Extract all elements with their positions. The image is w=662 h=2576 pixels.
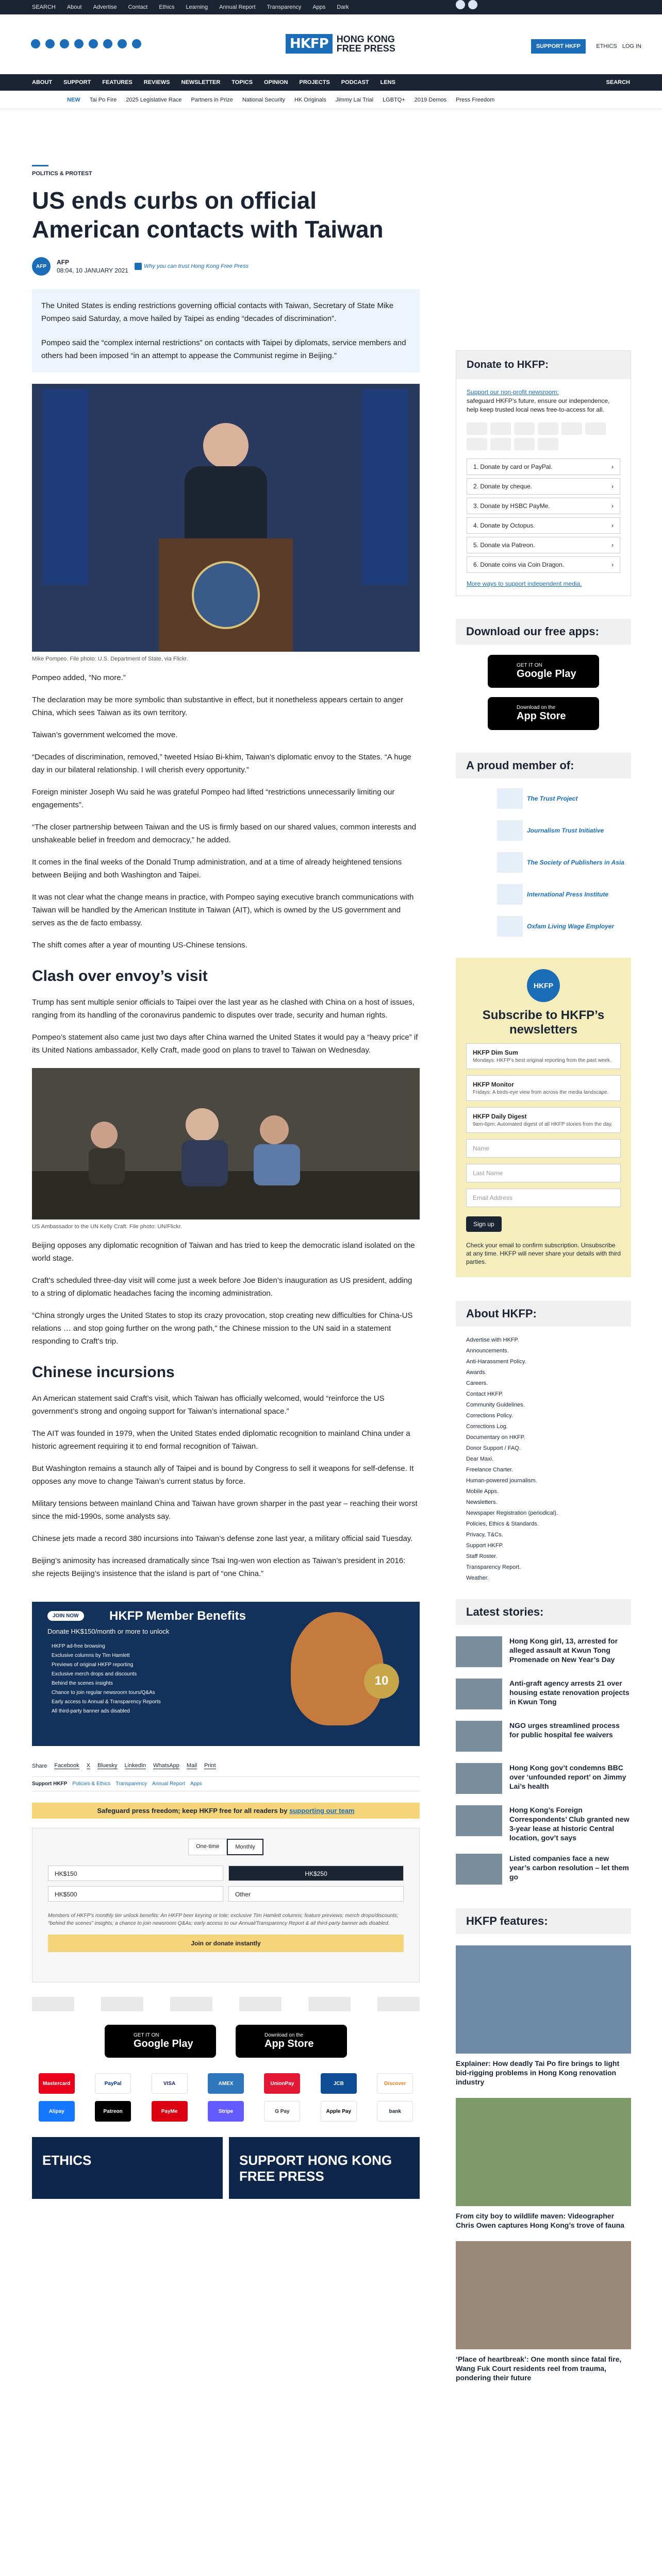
lead-box <box>32 289 420 372</box>
story-item[interactable]: Anti-graft agency arrests 21 over housing estate renovation projects in Kwun Tong <box>456 1679 631 1709</box>
nav-item[interactable]: FEATURES <box>102 79 133 86</box>
social-icons <box>31 39 141 48</box>
chevron-right-icon: › <box>611 541 614 549</box>
trust-link[interactable]: Why you can trust Hong Kong Free Press <box>135 263 249 270</box>
amount-option-selected[interactable]: HK$250 <box>228 1866 404 1881</box>
figure <box>32 384 420 662</box>
card-icon <box>467 422 487 435</box>
nav-item[interactable]: NEWSLETTER <box>181 79 221 86</box>
nav-item[interactable]: LENS <box>380 79 395 86</box>
chevron-right-icon: › <box>611 483 614 490</box>
feature-item[interactable]: ‘Place of heartbreak’: One month since fatal fire, Wang Fuk Court residents reel from trauma, pondering their future <box>456 2241 631 2382</box>
about-link[interactable]: Human-powered journalism. <box>466 1478 537 1484</box>
story-item[interactable]: Listed companies face a new year’s carbon resolution – let them go <box>456 1854 631 1885</box>
gpay-icon: G Pay <box>264 2101 300 2122</box>
paragraph: The shift comes after a year of mounting US-Chinese tensions. <box>32 941 247 950</box>
trending-link[interactable]: Jimmy Lai Trial <box>335 96 374 103</box>
photo-illustration <box>32 384 420 652</box>
share-link[interactable]: WhatsApp <box>153 1762 179 1769</box>
card-icon <box>490 422 511 435</box>
nav-item[interactable]: OPINION <box>264 79 288 86</box>
feature-image <box>456 2098 631 2206</box>
top-link[interactable]: SEARCH <box>32 4 56 10</box>
newsletter-box <box>456 958 631 1277</box>
figure <box>32 1068 420 1230</box>
share-link[interactable]: Print <box>204 1762 216 1769</box>
bank-icon: bank <box>377 2101 413 2122</box>
login-link[interactable]: LOG IN <box>622 43 641 49</box>
promo-subtitle: Donate HK$150/month or more to unlock <box>47 1628 170 1635</box>
story-thumb <box>456 1805 502 1836</box>
instagram-icon[interactable] <box>60 39 69 48</box>
author-name[interactable]: AFP <box>57 259 69 266</box>
google-play-button[interactable]: GET IT ON Google Play <box>105 2025 216 2058</box>
paragraph: An American statement said Craft’s visit, which Taiwan has officially welcomed, would “reinforce the US government’s strong and ongoing support for Taiwan’s international space.” <box>32 1394 385 1416</box>
payment-methods <box>32 2073 420 2122</box>
donate-text: safeguard HKFP’s future, ensure our independence, help keep trusted local news free-to-access for all. <box>467 397 610 413</box>
perk: Chance to join regular newsroom tours/Q&As <box>52 1690 155 1696</box>
sidebar-donate <box>456 350 631 596</box>
share-bar <box>32 1762 420 1769</box>
x-icon[interactable] <box>45 39 55 48</box>
story-thumb <box>456 1679 502 1709</box>
donate-option[interactable]: 4. Donate by Octopus. › <box>467 517 620 534</box>
support-link[interactable]: Support HKFP <box>32 1781 68 1787</box>
paragraph: Chinese jets made a record 380 incursions into Taiwan’s defense zone last year, a military official said Tuesday. <box>32 1534 413 1543</box>
story-item[interactable]: NGO urges streamlined process for public hospital fee waivers <box>456 1721 631 1752</box>
app-store-button[interactable]: Download on the App Store <box>488 697 599 730</box>
paragraph: “China strongly urges the United States to stop its crazy provocation, stop creating new difficulties for China-US relations … and stop going further on the wrong path,” the Chinese mission to the UN said in a statement responding to Craft’s trip. <box>32 1311 413 1346</box>
app-store-button[interactable]: Download on the App Store <box>236 2025 347 2058</box>
about-link[interactable]: Awards. <box>466 1369 487 1376</box>
nav-item[interactable]: REVIEWS <box>143 79 170 86</box>
partner-logos <box>32 1997 420 2011</box>
app-buttons <box>32 2025 420 2058</box>
share-label: Share <box>32 1762 47 1769</box>
trending-link[interactable]: 2025 Legislative Race <box>126 96 182 103</box>
logo-text: HONG KONG FREE PRESS <box>336 34 395 54</box>
sidebar-members <box>456 753 631 937</box>
sidebar-about <box>456 1301 631 1584</box>
paragraph: It comes in the final weeks of the Donald Trump administration, and at a time of already heightened tensions between Beijing and both Washington and Taipei. <box>32 858 402 879</box>
facebook-icon[interactable] <box>31 39 40 48</box>
amount-other-input[interactable]: Other <box>228 1886 404 1902</box>
partner-logo[interactable] <box>308 1997 351 2011</box>
card-icon <box>514 422 535 435</box>
sidebar-heading: A proud member of: <box>456 753 631 778</box>
paragraph: Pompeo said the “complex internal restrictions” on contacts with Taipei by diplomats, service members and others had been imposed “in an attempt to appease the Communist regime in Beijing.” <box>41 338 406 360</box>
paragraph: “The closer partnership between Taiwan and the US is firmly based on our shared values, common interests and unshakeable belief in freedom and democracy,” he added. <box>32 823 417 844</box>
partner-logo[interactable] <box>32 1997 74 2011</box>
social-icon[interactable] <box>468 0 477 9</box>
about-link[interactable]: Advertise with HKFP. <box>466 1337 519 1343</box>
chevron-right-icon: › <box>611 502 614 510</box>
paragraph: Foreign minister Joseph Wu said he was grateful Pompeo had lifted “restrictions unnecessarily limiting our engagements”. <box>32 788 395 809</box>
footer-link[interactable]: Annual Report <box>152 1781 185 1787</box>
top-link[interactable]: Dark <box>337 4 349 10</box>
payme-icon: PayMe <box>152 2101 188 2122</box>
photo-illustration <box>32 1068 420 1219</box>
name-input[interactable]: Name <box>466 1139 621 1158</box>
share-link[interactable]: X <box>86 1762 91 1769</box>
card-icon <box>561 422 582 435</box>
logo-mark: HKFP <box>286 34 333 54</box>
paragraph: “Decades of discrimination, removed,” tweeted Hsiao Bi-khim, Taiwan’s diplomatic envoy to the States. “A huge day in our bilateral relationship. I will cherish every opportunity.” <box>32 753 411 774</box>
newsletter-title: Subscribe to HKFP’s newsletters <box>482 1008 605 1037</box>
main-nav <box>0 74 662 91</box>
paragraph: Craft’s scheduled three-day visit will come just a week before Joe Biden’s inauguration as US president, adding to a string of diplomatic headaches facing the incoming administration. <box>32 1276 412 1298</box>
jti-icon <box>497 820 523 841</box>
join-now-badge[interactable]: JOIN NOW <box>47 1611 84 1621</box>
paragraph: Trump has sent multiple senior officials to Taipei over the last year as he clashed with China on a host of issues, ranging from its handling of the coronavirus pandemic to disputes over trade, security and human rights. <box>32 998 415 1020</box>
feature-item[interactable]: Explainer: How deadly Tai Po fire brings to light bid-rigging problems in Hong Kong renovation industry <box>456 1945 631 2087</box>
feature-image <box>456 2241 631 2349</box>
caption: US Ambassador to the UN Kelly Craft. File photo: UN/Flickr. <box>32 1224 182 1230</box>
card-icon <box>538 422 558 435</box>
promo-title: HKFP Member Benefits <box>109 1609 246 1623</box>
paragraph: But Washington remains a staunch ally of Taipei and is bound by Congress to sell it weapons for self-defense. It opposes any move to change Taiwan’s current status by force. <box>32 1464 414 1486</box>
about-link[interactable]: Policies, Ethics & Standards. <box>466 1521 539 1527</box>
trending-link[interactable]: LGBTQ+ <box>383 96 405 103</box>
footer-link[interactable]: Apps <box>190 1781 202 1787</box>
ipi-icon <box>497 884 523 905</box>
nav-item[interactable]: ABOUT <box>32 79 53 86</box>
sidebar-heading: Donate to HKFP: <box>456 351 631 379</box>
one-time-option[interactable]: One-time <box>188 1839 227 1855</box>
donate-link[interactable]: Support our non-profit newsroom: <box>467 388 559 396</box>
google-play-button[interactable]: GET IT ON Google Play <box>488 655 599 688</box>
footer-link[interactable]: Policies & Ethics <box>72 1781 111 1787</box>
trending-bar <box>0 91 662 109</box>
nav-search[interactable]: SEARCH <box>606 79 630 86</box>
story-item[interactable]: Hong Kong’s Foreign Correspondents’ Club granted new 3-year lease at historic Central location, gov’t says <box>456 1805 631 1842</box>
article-title: US ends curbs on official American contacts with Taiwan <box>32 187 384 243</box>
jcb-icon: JCB <box>321 2073 357 2094</box>
last-name-input[interactable]: Last Name <box>466 1164 621 1182</box>
partner-logo[interactable] <box>101 1997 143 2011</box>
chevron-right-icon: › <box>611 561 614 568</box>
perk: Early access to Annual & Transparency Reports <box>52 1699 161 1705</box>
sidebar-latest <box>456 1599 631 1885</box>
trending-link[interactable]: Tai Po Fire <box>89 96 117 103</box>
byline <box>32 257 420 276</box>
card-logos <box>467 422 620 450</box>
bottom-posters <box>32 2137 420 2199</box>
about-link[interactable]: Freelance Charter. <box>466 1467 514 1473</box>
trending-link[interactable]: Press Freedom <box>456 96 495 103</box>
top-link[interactable]: Contact <box>128 4 148 10</box>
member-logo[interactable]: Journalism Trust Initiative <box>497 820 631 841</box>
paragraph: Pompeo added, “No more.” <box>32 673 126 682</box>
about-link[interactable]: Announcements. <box>466 1348 509 1354</box>
about-link[interactable]: Documentary on HKFP. <box>466 1434 525 1440</box>
newsletter-option[interactable]: HKFP Monitor Fridays: A birds-eye view from across the media landscape. <box>466 1075 621 1101</box>
partner-logo[interactable] <box>170 1997 212 2011</box>
partner-logo[interactable] <box>377 1997 420 2011</box>
mail-icon[interactable] <box>103 39 112 48</box>
feature-item[interactable]: From city boy to wildlife maven: Videographer Chris Owen captures Hong Kong’s trove of fauna <box>456 2098 631 2230</box>
about-link[interactable]: Privacy, T&Cs. <box>466 1532 503 1538</box>
story-item[interactable]: Hong Kong girl, 13, arrested for alleged assault at Kwun Tong Promenade on New Year’s Day <box>456 1636 631 1667</box>
threads-icon[interactable] <box>89 39 98 48</box>
story-thumb <box>456 1721 502 1752</box>
card-icon <box>585 422 606 435</box>
top-utility-bar <box>0 0 662 14</box>
trending-link[interactable]: Partners in Prize <box>191 96 233 103</box>
footer-link[interactable]: Transparency <box>115 1781 147 1787</box>
share-link[interactable]: Bluesky <box>97 1762 118 1769</box>
caption: Mike Pompeo. File photo: U.S. Department of State, via Flickr. <box>32 656 188 662</box>
social-icon[interactable] <box>456 0 465 9</box>
info-icon <box>135 263 142 270</box>
card-icon <box>538 438 558 450</box>
donate-option[interactable]: 3. Donate by HSBC PayMe. › <box>467 498 620 514</box>
amount-options <box>48 1866 404 1902</box>
card-icon <box>490 438 511 450</box>
paragraph: The declaration may be more symbolic than substantive in effect, but it nonetheless appears certain to anger China, which sees Taiwan as its own territory. <box>32 696 404 717</box>
sidebar-features <box>456 1908 631 2382</box>
about-link[interactable]: Community Guidelines. <box>466 1402 525 1408</box>
sidebar-heading: Download our free apps: <box>456 619 631 645</box>
perk: Exclusive merch drops and discounts <box>52 1671 137 1677</box>
about-link[interactable]: Transparency Report. <box>466 1564 521 1570</box>
sidebar-heading: HKFP features: <box>456 1908 631 1934</box>
top-link[interactable]: Ethics <box>159 4 175 10</box>
safeguard-banner: Safeguard press freedom; keep HKFP free for all readers by supporting our team <box>32 1803 420 1819</box>
donate-widget <box>32 1828 420 1982</box>
email-input[interactable]: Email Address <box>466 1189 621 1207</box>
perk-list <box>52 1642 161 1716</box>
sopa-icon <box>497 852 523 873</box>
donate-option[interactable]: 6. Donate coins via Coin Dragon. › <box>467 556 620 573</box>
donate-description: Members of HKFP’s monthly tier unlock benefits: An HKFP beer keyring or tote; exclusive Tim Hamlett columns; feature previews; merch drops/discounts; “behind the scenes” insights; a chance to join newsroom Q&As; early access to our Annual/Transparency Report & all third-party banner ads disabled. <box>48 1913 399 1926</box>
footer-links <box>32 1776 420 1791</box>
chevron-right-icon: › <box>611 463 614 470</box>
newsletter-option[interactable]: HKFP Daily Digest 9am-6pm: Automated digest of all HKFP stories from the day. <box>466 1107 621 1133</box>
trending-link[interactable]: National Security <box>242 96 285 103</box>
un-photo <box>32 1068 420 1219</box>
member-benefits-promo[interactable] <box>32 1602 420 1746</box>
story-thumb <box>456 1763 502 1794</box>
perk: Behind the scenes insights <box>52 1681 113 1686</box>
top-link[interactable]: Annual Report <box>219 4 256 10</box>
more-ways-link[interactable]: More ways to support independent media. <box>467 580 582 587</box>
hkfp-logo[interactable] <box>286 34 395 54</box>
share-link[interactable]: Mail <box>186 1762 197 1769</box>
about-link[interactable]: Support HKFP. <box>466 1543 504 1549</box>
paragraph: Beijing’s animosity has increased dramatically since Tsai Ing-wen won election as Taiwan’s president in 2016: she rejects Beijing’s insistence that the island is part of “one China.” <box>32 1556 406 1578</box>
unionpay-icon: UnionPay <box>264 2073 300 2094</box>
story-thumb <box>456 1854 502 1885</box>
about-link[interactable]: Staff Roster. <box>466 1553 498 1560</box>
top-link[interactable]: About <box>67 4 82 10</box>
member-logo[interactable]: The Trust Project <box>497 788 631 809</box>
perk: All third-party banner ads disabled <box>52 1708 130 1714</box>
about-link[interactable]: Newspaper Registration (periodical). <box>466 1510 558 1516</box>
paypal-icon: PayPal <box>95 2073 131 2094</box>
about-link[interactable]: Weather. <box>466 1575 489 1581</box>
about-link[interactable]: Careers. <box>466 1380 488 1386</box>
about-link[interactable]: Anti-Harassment Policy. <box>466 1359 526 1365</box>
signup-button[interactable]: Sign up <box>466 1216 502 1232</box>
about-list <box>456 1335 631 1584</box>
main-content <box>0 109 662 2576</box>
frequency-toggle <box>48 1839 404 1855</box>
chevron-right-icon: › <box>611 522 614 529</box>
discover-icon: Discover <box>377 2073 413 2094</box>
sidebar-heading: Latest stories: <box>456 1599 631 1625</box>
newsletter-option[interactable]: HKFP Dim Sum Mondays: HKFP’s best original reporting from the past week. <box>466 1043 621 1069</box>
ethics-poster[interactable]: ETHICS <box>32 2137 223 2199</box>
nav-item[interactable]: PODCAST <box>341 79 369 86</box>
sidebar-apps <box>456 619 631 730</box>
pompeo-photo <box>32 384 420 652</box>
header-links <box>596 43 641 49</box>
perk: HKFP ad-free browsing <box>52 1643 105 1649</box>
support-button[interactable]: SUPPORT HKFP <box>531 39 586 54</box>
support-team-link[interactable]: supporting our team <box>289 1807 355 1815</box>
author-avatar: AFP <box>32 257 51 276</box>
paragraph: The AIT was founded in 1979, when the United States ended diplomatic recognition to mainland China under a historic agreement requiring it to end formal recognition of Taiwan. <box>32 1429 410 1451</box>
story-thumb <box>456 1636 502 1667</box>
stripe-icon: Stripe <box>208 2101 244 2122</box>
paragraph: It was not clear what the change means in practice, with Pompeo saying executive branch communications with Taiwan will be handled by the American Institute in Taiwan (AIT), which is owned by the US government and serves as the de facto embassy. <box>32 893 414 927</box>
category[interactable]: POLITICS & PROTEST <box>32 165 48 177</box>
about-link[interactable]: Newsletters. <box>466 1499 498 1505</box>
linkedin-icon[interactable] <box>118 39 127 48</box>
paragraph: The United States is ending restrictions governing official contacts with Taiwan, Secretary of State Mike Pompeo said Saturday, a move hailed by Taipei as ending “decades of discrimination”. <box>41 301 394 323</box>
top-link[interactable]: Apps <box>312 4 326 10</box>
about-link[interactable]: Corrections Log. <box>466 1423 508 1430</box>
trending-link[interactable]: 2019 Demos <box>414 96 447 103</box>
perk: Previews of original HKFP reporting <box>52 1662 134 1668</box>
top-link[interactable]: Learning <box>186 4 208 10</box>
newsletter-note: Check your email to confirm subscription. Unsubscribe at any time. HKFP will never share your details with third parties. <box>466 1242 621 1265</box>
nav-item[interactable]: SUPPORT <box>63 79 91 86</box>
feature-image <box>456 1945 631 2054</box>
visa-icon: VISA <box>152 2073 188 2094</box>
about-link[interactable]: Donor Support / FAQ. <box>466 1445 521 1451</box>
donate-option[interactable]: 1. Donate by card or PayPal. › <box>467 459 620 475</box>
share-link[interactable]: LinkedIn <box>124 1762 146 1769</box>
donate-option[interactable]: 5. Donate via Patreon. › <box>467 537 620 553</box>
bluesky-icon[interactable] <box>132 39 141 48</box>
amount-option[interactable]: HK$500 <box>48 1886 223 1902</box>
sidebar-heading: About HKFP: <box>456 1301 631 1327</box>
top-link[interactable]: Advertise <box>93 4 117 10</box>
about-link[interactable]: Contact HKFP. <box>466 1391 503 1397</box>
story-item[interactable]: Hong Kong gov’t condemns BBC over ‘unfounded report’ on Jimmy Lai’s health <box>456 1763 631 1794</box>
member-logo[interactable]: Oxfam Living Wage Employer <box>497 916 631 937</box>
about-link[interactable]: Mobile Apps. <box>466 1488 499 1495</box>
paragraph: Military tensions between mainland China and Taiwan have grown sharper in the past year – reaching their worst since the mid-1990s, some analysts say. <box>32 1499 418 1521</box>
youtube-icon[interactable] <box>74 39 84 48</box>
paragraph: Beijing opposes any diplomatic recognition of Taiwan and has tried to keep the democratic island isolated on the world stage. <box>32 1241 415 1263</box>
masthead <box>0 14 662 74</box>
join-donate-button[interactable]: Join or donate instantly <box>48 1935 404 1952</box>
subheading: Chinese incursions <box>32 1364 175 1381</box>
member-logo[interactable]: The Society of Publishers in Asia <box>497 852 631 873</box>
support-poster[interactable]: SUPPORT HONG KONG FREE PRESS <box>229 2137 420 2199</box>
trending-link[interactable]: HK Originals <box>294 96 326 103</box>
about-link[interactable]: Dear Maxi. <box>466 1456 494 1462</box>
top-link[interactable]: Transparency <box>267 4 302 10</box>
paragraph: Taiwan’s government welcomed the move. <box>32 731 178 739</box>
amount-option[interactable]: HK$150 <box>48 1866 223 1881</box>
about-link[interactable]: Corrections Policy. <box>466 1413 513 1419</box>
alipay-icon: Alipay <box>39 2101 75 2122</box>
monthly-option[interactable]: Monthly <box>227 1839 263 1855</box>
oxfam-icon <box>497 916 523 937</box>
partner-logo[interactable] <box>239 1997 282 2011</box>
share-link[interactable]: Facebook <box>54 1762 79 1769</box>
newsletter-logo: HKFP <box>527 969 560 1002</box>
card-icon <box>514 438 535 450</box>
ethics-link[interactable]: ETHICS <box>596 43 617 49</box>
mastercard-icon: Mastercard <box>39 2073 75 2094</box>
subheading: Clash over envoy’s visit <box>32 968 208 985</box>
card-icon <box>467 438 487 450</box>
nav-item[interactable]: PROJECTS <box>299 79 330 86</box>
trending-label: NEW <box>67 96 80 103</box>
amex-icon: AMEX <box>208 2073 244 2094</box>
article <box>32 109 420 2199</box>
patreon-icon: Patreon <box>95 2101 131 2122</box>
trust-project-icon <box>497 788 523 809</box>
donate-options <box>467 459 620 573</box>
author-info <box>57 258 128 275</box>
publish-date: 08:04, 10 JANUARY 2021 <box>57 267 128 274</box>
donate-option[interactable]: 2. Donate by cheque. › <box>467 478 620 495</box>
applepay-icon: Apple Pay <box>321 2101 357 2122</box>
anniversary-badge: 10 <box>364 1664 399 1699</box>
top-social <box>456 0 631 9</box>
paragraph: Pompeo’s statement also came just two days after China warned the United States it would pay a “heavy price” if its United Nations ambassador, Kelly Craft, made good on plans to travel to Taiwan on Wednesday. <box>32 1033 418 1055</box>
member-logo[interactable]: International Press Institute <box>497 884 631 905</box>
sidebar <box>456 109 631 2382</box>
nav-item[interactable]: TOPICS <box>231 79 253 86</box>
perk: Exclusive columns by Tim Hamlett <box>52 1653 130 1658</box>
